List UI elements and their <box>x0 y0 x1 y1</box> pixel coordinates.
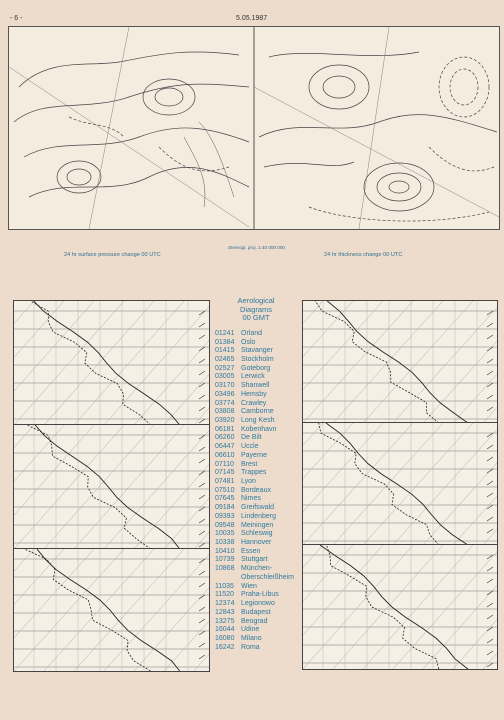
wind-barb <box>199 395 205 399</box>
adiabat-line <box>453 423 497 545</box>
wind-barb <box>487 383 493 387</box>
wind-barb <box>487 493 493 497</box>
station-name: Nimes <box>241 495 261 503</box>
wind-barb <box>199 495 205 499</box>
legend-title-3: 00 GMT <box>242 313 270 323</box>
wind-barb <box>487 445 493 449</box>
station-row <box>215 469 305 478</box>
wind-barb <box>199 347 205 351</box>
adiabat-line <box>14 549 124 671</box>
thickness-change-map <box>254 27 499 229</box>
wind-barb <box>487 603 493 607</box>
station-row <box>215 600 305 609</box>
station-row <box>215 408 305 417</box>
station-row <box>215 591 305 600</box>
diagram-plot <box>303 423 497 545</box>
wind-barb <box>199 371 205 375</box>
wind-barb <box>487 371 493 375</box>
station-name: De Bilt <box>241 434 262 442</box>
station-name: Praha-Libus <box>241 591 279 599</box>
station-name: Camborne <box>241 408 274 416</box>
station-row <box>215 644 305 653</box>
adiabat-line <box>303 423 323 545</box>
station-row <box>215 461 305 470</box>
station-id: 09393 <box>215 512 235 520</box>
station-id: 07645 <box>215 495 235 503</box>
station-row <box>215 556 305 565</box>
station-name: Oslo <box>241 338 256 346</box>
station-id: 12374 <box>215 600 235 608</box>
station-id: 03005 <box>215 373 235 381</box>
wind-barb <box>199 359 205 363</box>
station-row <box>215 522 305 531</box>
wind-barb <box>487 505 493 509</box>
map-scale: Stereogr. proj. 1:40 000 000 <box>228 245 285 250</box>
station-id: 03496 <box>215 390 235 398</box>
station-name: Essen <box>241 547 261 555</box>
station-row <box>215 434 305 443</box>
station-id: 06610 <box>215 451 235 459</box>
wind-barb <box>199 447 205 451</box>
dewpoint-curve <box>319 423 439 545</box>
wind-barb <box>487 347 493 351</box>
station-name: Legionowo <box>241 600 275 608</box>
station-name: Udine <box>241 626 260 634</box>
diagram-plot <box>14 549 209 671</box>
thickness-caption: 24 hr thickness change 00 UTC <box>324 252 403 258</box>
adiabat-line <box>393 545 497 669</box>
station-name: Payerne <box>241 451 268 459</box>
wind-barb <box>199 619 205 623</box>
adiabat-line <box>303 545 383 669</box>
wind-barb <box>199 655 205 659</box>
dewpoint-curve <box>315 301 438 423</box>
weather-maps <box>8 26 500 230</box>
adiabat-line <box>333 423 443 545</box>
station-row <box>215 339 305 348</box>
wind-barb <box>487 469 493 473</box>
station-row <box>215 330 305 339</box>
station-name: Beograd <box>241 617 268 625</box>
station-name: Budapest <box>241 608 271 616</box>
station-name: Trappes <box>241 469 267 477</box>
station-name: Lerwick <box>241 373 265 381</box>
adiabat-line <box>194 425 209 549</box>
station-row <box>215 356 305 365</box>
station-name: Uccle <box>241 443 259 451</box>
dewpoint-curve <box>327 545 439 669</box>
adiabat-line <box>74 549 184 671</box>
station-id: 01384 <box>215 338 235 346</box>
adiabat-line <box>303 301 323 423</box>
wind-barb <box>199 507 205 511</box>
wind-barb <box>487 579 493 583</box>
wind-barb <box>199 571 205 575</box>
wind-barb <box>487 615 493 619</box>
station-name: Kobenhavn <box>241 425 277 433</box>
station-id <box>215 574 241 583</box>
station-name: Orland <box>241 329 263 337</box>
station-name: Bordeaux <box>241 486 271 494</box>
station-name: Stavanger <box>241 347 273 355</box>
station-row <box>215 478 305 487</box>
station-id: 03170 <box>215 382 235 390</box>
aerological-diagram <box>302 544 498 670</box>
adiabat-line <box>44 549 154 671</box>
station-id: 09548 <box>215 521 235 529</box>
adiabat-line <box>303 545 323 669</box>
station-name: Greifswald <box>241 504 275 512</box>
adiabat-line <box>333 545 443 669</box>
wind-barb <box>199 323 205 327</box>
station-name: Schleswig <box>241 530 273 538</box>
adiabat-line <box>303 301 413 423</box>
station-id: 01415 <box>215 347 235 355</box>
adiabat-line <box>453 301 497 423</box>
wind-barb <box>487 639 493 643</box>
wind-barb <box>487 457 493 461</box>
temperature-curve <box>327 301 468 423</box>
wind-barb <box>487 591 493 595</box>
station-name: Meiningen <box>241 521 274 529</box>
station-id: 12843 <box>215 608 235 616</box>
station-id: 16242 <box>215 643 235 651</box>
adiabat-line <box>483 301 497 423</box>
wind-barb <box>199 631 205 635</box>
station-row <box>215 443 305 452</box>
dewpoint-curve <box>27 425 150 549</box>
adiabat-line <box>393 301 497 423</box>
station-row <box>215 583 305 592</box>
station-id: 07510 <box>215 486 235 494</box>
adiabat-line <box>423 545 497 669</box>
station-row <box>215 565 305 574</box>
station-name: Wien <box>241 582 257 590</box>
station-row <box>215 609 305 618</box>
station-row <box>215 487 305 496</box>
temperature-curve <box>326 423 468 545</box>
station-id: 06181 <box>215 425 235 433</box>
station-id: 11520 <box>215 591 234 599</box>
station-id: 16044 <box>215 626 235 634</box>
wind-barb <box>487 651 493 655</box>
station-name: Goteborg <box>241 364 271 372</box>
station-id: 16080 <box>215 634 235 642</box>
station-id: 03920 <box>215 416 235 424</box>
adiabat-line <box>14 549 34 671</box>
station-id: 01241 <box>215 329 235 337</box>
station-row <box>215 400 305 409</box>
station-name: Milano <box>241 634 262 642</box>
station-id: 10868 <box>215 565 235 573</box>
aerological-legend <box>215 297 305 652</box>
adiabat-line <box>303 545 413 669</box>
station-row <box>215 452 305 461</box>
page-date: 5.05.1987 <box>236 15 268 22</box>
adiabat-line <box>483 423 497 545</box>
station-row <box>215 618 305 627</box>
station-name: Roma <box>241 643 260 651</box>
wind-barb <box>487 481 493 485</box>
station-name: Lindenberg <box>241 512 277 520</box>
station-id: 06447 <box>215 443 235 451</box>
station-id: 10338 <box>215 539 235 547</box>
adiabat-line <box>104 425 209 549</box>
station-name: Lyon <box>241 478 256 485</box>
wind-barb <box>487 529 493 533</box>
wind-barb <box>199 607 205 611</box>
aerological-diagram <box>13 548 210 672</box>
wind-barb <box>487 567 493 571</box>
station-name: Crawley <box>241 399 267 407</box>
wind-barb <box>199 643 205 647</box>
wind-barb <box>487 627 493 631</box>
wind-barb <box>487 517 493 521</box>
station-id: 10410 <box>215 547 235 555</box>
station-name: Oberschleißheim <box>241 573 294 581</box>
adiabat-line <box>303 423 383 545</box>
station-name: Hemsby <box>241 390 267 398</box>
adiabat-line <box>483 545 497 669</box>
adiabat-line <box>423 423 497 545</box>
station-row <box>215 635 305 644</box>
wind-barb <box>487 323 493 327</box>
wind-barb <box>199 419 205 423</box>
station-id: 09184 <box>215 504 235 512</box>
wind-barb <box>199 335 205 339</box>
station-row <box>215 426 305 435</box>
station-row <box>215 574 305 583</box>
station-name: Brest <box>241 460 258 468</box>
station-row <box>215 382 305 391</box>
aerological-diagram <box>13 300 210 426</box>
adiabat-line <box>164 301 209 425</box>
station-row <box>215 513 305 522</box>
adiabat-line <box>14 301 124 425</box>
temperature-curve <box>37 549 180 671</box>
legend-title-1: Aerological <box>237 296 275 305</box>
adiabat-line <box>104 549 209 671</box>
temperature-curve <box>320 545 468 669</box>
station-row <box>215 626 305 635</box>
station-id: 07110 <box>215 460 234 468</box>
adiabat-line <box>423 301 497 423</box>
station-id: 11035 <box>215 582 234 590</box>
station-row <box>215 504 305 513</box>
station-name: Hannover <box>241 539 272 547</box>
wind-barb <box>199 383 205 387</box>
station-name: Stockholm <box>241 355 274 363</box>
station-row <box>215 391 305 400</box>
adiabat-line <box>74 301 184 425</box>
station-id: 10739 <box>215 556 235 564</box>
aerological-diagram <box>302 422 498 546</box>
adiabat-line <box>303 301 383 423</box>
station-name: Stuttgart <box>241 556 268 564</box>
adiabat-line <box>14 425 124 549</box>
wind-barb <box>199 543 205 547</box>
wind-barb <box>487 407 493 411</box>
adiabat-line <box>44 301 154 425</box>
page-number: - 6 - <box>10 15 23 22</box>
dewpoint-curve <box>25 549 151 671</box>
aerological-diagram <box>13 424 210 550</box>
wind-barb <box>487 395 493 399</box>
wind-barb <box>199 583 205 587</box>
adiabat-line <box>14 301 94 425</box>
adiabat-line <box>164 549 209 671</box>
wind-barb <box>487 335 493 339</box>
station-row <box>215 417 305 426</box>
adiabat-line <box>14 301 34 425</box>
aerological-diagram <box>302 300 498 424</box>
diagram-plot <box>303 545 497 669</box>
diagram-plot <box>14 301 209 425</box>
surface-pressure-change-map <box>9 27 249 229</box>
adiabat-line <box>104 301 209 425</box>
adiabat-line <box>44 425 154 549</box>
station-id: 07145 <box>215 469 235 477</box>
station-id: 03774 <box>215 399 235 407</box>
station-id: 02465 <box>215 355 235 363</box>
adiabat-line <box>333 301 443 423</box>
wind-barb <box>199 407 205 411</box>
adiabat-line <box>164 425 209 549</box>
station-id: 07481 <box>215 478 235 485</box>
adiabat-line <box>363 423 473 545</box>
diagram-plot <box>303 301 497 423</box>
station-name: Long Kesh <box>241 416 275 424</box>
station-name: München- <box>241 565 273 573</box>
station-row <box>215 548 305 557</box>
temperature-curve <box>34 301 180 425</box>
adiabat-line <box>14 425 34 549</box>
adiabat-line <box>194 549 209 671</box>
adiabat-line <box>363 545 473 669</box>
adiabat-line <box>393 423 497 545</box>
adiabat-line <box>363 301 473 423</box>
station-row <box>215 495 305 504</box>
station-id: 10035 <box>215 530 235 538</box>
station-list <box>215 330 305 653</box>
diagram-plot <box>14 425 209 549</box>
station-name: Shanwell <box>241 382 270 390</box>
station-row <box>215 539 305 548</box>
wind-barb <box>199 459 205 463</box>
station-row <box>215 530 305 539</box>
station-id: 02527 <box>215 364 235 372</box>
station-row <box>215 373 305 382</box>
surface-pressure-caption: 24 hr surface pressure change 00 UTC <box>64 252 161 258</box>
adiabat-line <box>453 545 497 669</box>
wind-barb <box>199 483 205 487</box>
station-row <box>215 365 305 374</box>
wind-barb <box>199 471 205 475</box>
wind-barb <box>199 519 205 523</box>
station-id: 06260 <box>215 434 235 442</box>
station-id: 03808 <box>215 408 235 416</box>
legend-title-2: Diagrams <box>239 304 273 314</box>
station-id: 13275 <box>215 617 235 625</box>
wind-barb <box>199 531 205 535</box>
station-row <box>215 347 305 356</box>
adiabat-line <box>74 425 184 549</box>
wind-barb <box>487 359 493 363</box>
